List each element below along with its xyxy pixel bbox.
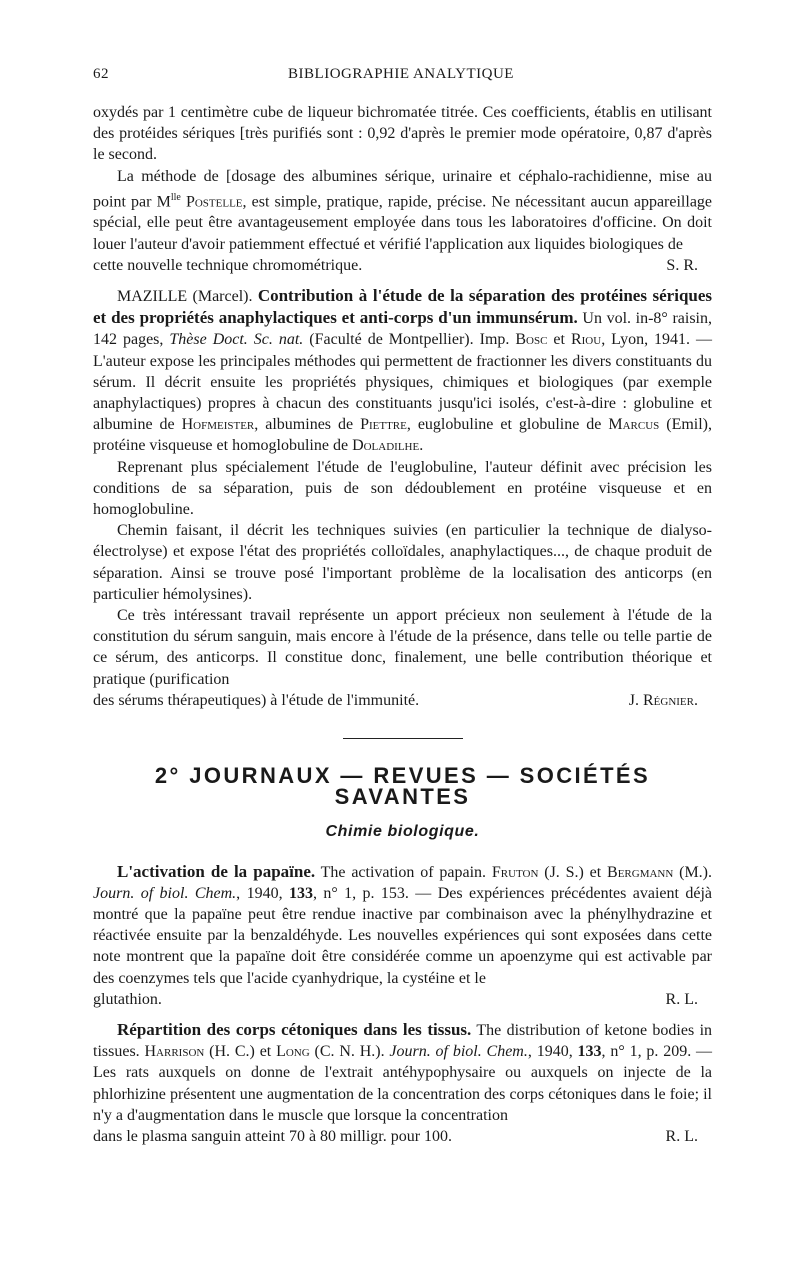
text-run: (M.). [673, 863, 713, 881]
author-name: Riou [570, 331, 602, 349]
text-run: et [547, 331, 571, 349]
author-name: Postelle [185, 193, 243, 211]
text-run: (J. S.) et [538, 863, 608, 881]
text-run: , 1940, [527, 1043, 578, 1061]
entry-mazille [93, 285, 712, 457]
text-run: , euglobuline et globuline de [406, 416, 609, 434]
author-name: Harrison [144, 1043, 205, 1061]
text-run: (Faculté de Montpellier). Imp. [303, 331, 516, 349]
signature: J. Régnier. [628, 691, 698, 709]
text-run: , n° 1, p. 153. — Des expériences précédentes avaient déjà montré que la papaïne peut être rendue inactive par combinaison avec la phénylhydrazine et réactivée ensuite par la benzaldéhyde. Les nouvelles expériences qui sont exposées dans cette note montrent que la papaïne doit être considérée comme un apoenzyme qui est activable par des coenzymes tels que l'acide cyanhydrique, la cystéine et le [93, 884, 712, 987]
volume-number: 133 [577, 1043, 602, 1061]
text-column [93, 102, 712, 1147]
running-title: BIBLIOGRAPHIE ANALYTIQUE [288, 66, 514, 82]
signature: R. L. [665, 990, 698, 1008]
section-subtitle: Chimie biologique. [325, 823, 480, 841]
entry-cetoniques [93, 1019, 712, 1126]
signature-line [93, 255, 712, 276]
text-run: , Lyon, 1941. — L'auteur expose les principales méthodes qui permettent de fractionner les divers constituants du sérum. Il décrit ensuite les propriétés physiques, chimiques et biologiques (par exemple anaphylactiques) propres à chacun des constituants jusqu'ici isolés, c'est-à-dire : globuline et albumine de [93, 331, 713, 434]
text-run: , n° 1, p. 209. — Les rats auxquels on donne de l'extrait antéhypophysaire ou auxquels on injecte de la phlorhizine présentent une augmentation de la concentration des corps cétoniques dans le foie; il n'y a d'augmentation dans le muscle que lorsque la concentration [93, 1043, 713, 1124]
paragraph-conclusion: Ce très intéressant travail représente un apport précieux non seulement à l'étude de la constitution du sérum sanguin, mais encore à l'étude de la présence, dans telle ou telle partie de ce sérum, des anticorps. Il constitue donc, finalement, une belle contribution théorique et pratique (purification [93, 607, 712, 688]
text-run: La méthode de [dosage des albumines sérique, urinaire et céphalo-rachidienne, mise au point par M [93, 167, 712, 211]
section-divider [343, 738, 463, 739]
text-run: The activation of papain. [315, 863, 492, 881]
journal-name: Journ. of biol. Chem. [93, 884, 237, 902]
text-run: glutathion. [93, 990, 162, 1008]
author-name: Bergmann [607, 863, 674, 881]
text-run: dans le plasma sanguin atteint 70 à 80 milligr. pour 100. [93, 1128, 453, 1146]
text-run: (Emil), protéine visqueuse et homoglobuline de [93, 416, 713, 455]
paragraph-euglobuline: Reprenant plus spécialement l'étude de l'euglobuline, l'auteur définit avec précision les conditions de sa séparation, puis de son dédoublement en protéine visqueuse et en homoglobuline. [93, 458, 712, 518]
text-run: des sérums thérapeutiques) à l'étude de l'immunité. [93, 691, 420, 709]
text-run: , 1940, [236, 884, 289, 902]
text-run: , est simple, pratique, rapide, précise. Ne nécessitant aucun appareillage spécial, elle peut être avantageusement employée dans tous les laboratoires d'officine. On doit louer l'auteur d'avoir patiemment effectué et vérifié l'application aux liquides biologiques de [93, 193, 713, 253]
paragraph-techniques: Chemin faisant, il décrit les techniques suivies (en particulier la technique de dialyso-électrolyse) et expose l'état des propriétés colloïdales, anaphylactiques..., de chaque produit de séparation. Ainsi se trouve posé l'important problème de la localisation des anticorps (en particulier hémolysines). [93, 522, 712, 603]
text-run: The distribution of ketone bodies in tissues. [93, 1022, 713, 1061]
signature: S. R. [666, 256, 698, 274]
text-run: , albumines de [254, 416, 361, 434]
signature-line [93, 1126, 712, 1147]
entry-title: Contribution à l'étude de la séparation des protéines sériques et des propriétés anaphylactiques et anti-corps d'un immunsérum. [93, 285, 713, 328]
author-name: Hofmeister [181, 416, 255, 434]
author-name: Long [276, 1043, 310, 1061]
author-name: Bosc [515, 331, 548, 349]
entry-title: Répartition des corps cétoniques dans les tissus. [117, 1020, 472, 1040]
author-name: Marcus [608, 416, 660, 434]
signature-line [93, 690, 712, 711]
signature-line [93, 989, 712, 1010]
text-run: . [419, 437, 424, 455]
journal-name: Journ. of biol. Chem. [389, 1043, 528, 1061]
paragraph-continuation: oxydés par 1 centimètre cube de liqueur bichromatée titrée. Ces coefficients, établis en utilisant des protéides sériques [très purifiés sont : 0,92 d'après le premier mode opératoire, 0,87 d'après le second. [93, 104, 712, 164]
author-name: Doladilhe [352, 437, 420, 455]
paragraph-albumines-method [93, 166, 712, 255]
author-name: Piettre [360, 416, 407, 434]
page-number: 62 [93, 66, 109, 82]
entry-title: L'activation de la papaïne. [117, 861, 316, 881]
volume-number: 133 [288, 884, 313, 902]
these-label: Thèse Doct. Sc. nat. [169, 331, 304, 349]
text-run: (H. C.) et [204, 1043, 277, 1061]
text-run: (C. N. H.). [309, 1043, 390, 1061]
section-title: 2° JOURNAUX — REVUES — SOCIÉTÉS SAVANTES [154, 763, 651, 810]
superscript-mlle: lle [170, 191, 181, 203]
entry-papaine [93, 861, 712, 989]
author-name: Fruton [491, 863, 539, 881]
entry-author: MAZILLE (Marcel). [117, 287, 253, 305]
text-run: cette nouvelle technique chromométrique. [93, 256, 363, 274]
text-run: Un vol. in-8° raisin, 142 pages, [93, 310, 712, 349]
signature: R. L. [665, 1128, 698, 1146]
